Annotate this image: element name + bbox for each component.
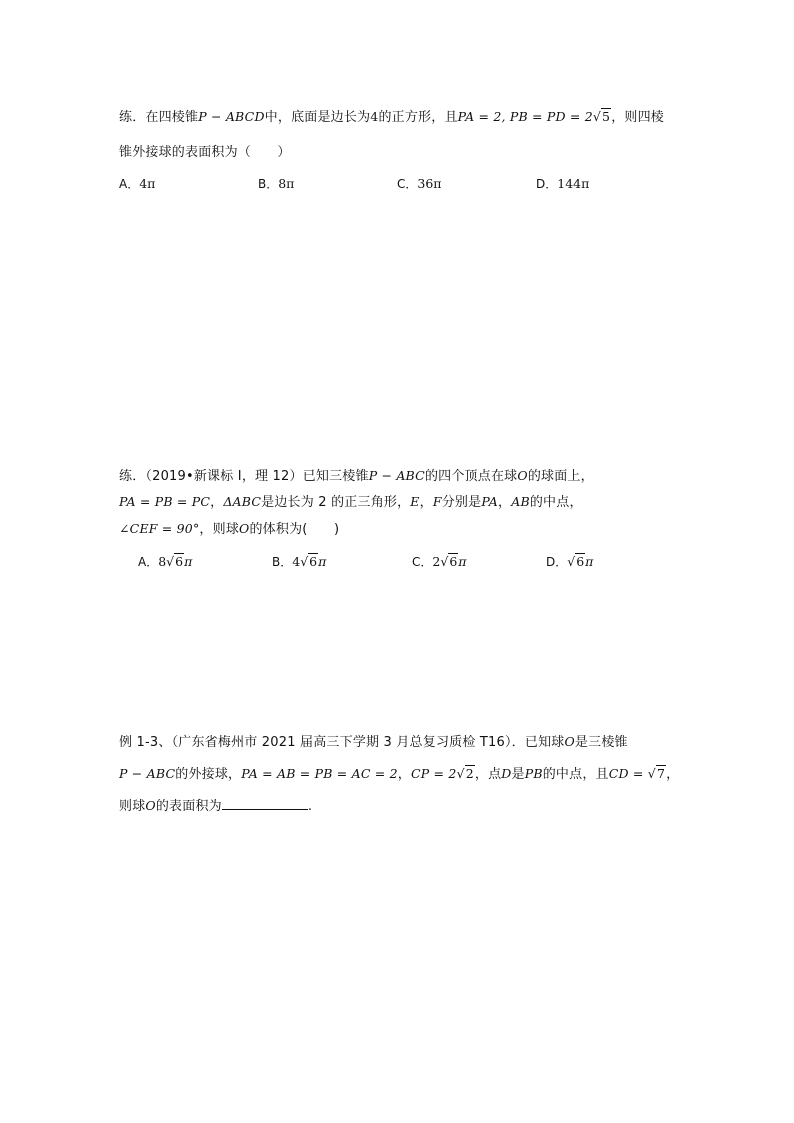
problem3-cd: CD = [608, 766, 648, 781]
problem1-text-mid2: 的正方形，且 [378, 110, 458, 125]
problem2-condition: PA = PB = PC [119, 494, 211, 509]
period: . [307, 799, 313, 814]
problem3-sphere-o: O [564, 734, 575, 749]
comma: ， [666, 767, 680, 782]
problem1-text-suffix: ，则四棱 [611, 110, 665, 125]
problem1-side-length: 4 [370, 109, 379, 124]
problem3-text: 则球 [119, 799, 146, 814]
comma: ， [419, 495, 433, 510]
problem2-choice-c[interactable]: C．2√6π [412, 554, 467, 569]
problem3-text: ，点 [474, 767, 502, 782]
problem3-line3 [119, 797, 312, 816]
problem2-line1 [119, 467, 594, 486]
problem3-text: 是 [511, 767, 525, 782]
problem1-choice-a[interactable]: A．4π [119, 176, 156, 191]
problem1-text-prefix: 练．在四棱锥 [119, 110, 199, 125]
problem1-choice-b[interactable]: B．8π [258, 176, 295, 191]
comma: ， [210, 495, 224, 510]
segment-pa: PA [481, 494, 499, 509]
problem2-pyramid: P − ABC [368, 468, 425, 483]
problem3-pyramid: P − ABC [119, 766, 176, 781]
point-f: F [432, 494, 442, 509]
problem1-condition: PA = 2, PB = PD = 2 [457, 109, 593, 124]
segment-ab: AB [511, 494, 530, 509]
problem1-question: 锥外接球的表面积为（ ） [119, 145, 291, 160]
problem2-choice-d[interactable]: D．√6π [546, 554, 594, 569]
problem3-text: 的中点，且 [542, 767, 609, 782]
problem2-text: ，则球 [199, 522, 240, 537]
problem1-line1 [119, 108, 664, 127]
problem2-text-suffix: 的球面上， [527, 469, 594, 484]
problem2-text: 的中点， [529, 495, 583, 510]
problem2-choice-a[interactable]: A．8√6π [138, 554, 193, 569]
problem2-angle: ∠CEF = 90° [119, 521, 200, 536]
segment-pb: PB [524, 766, 543, 781]
problem1-sqrt-value: 5 [602, 109, 611, 124]
problem3-cd-sqrt: √7 [647, 766, 666, 781]
point-d: D [501, 766, 512, 781]
problem2-line2 [119, 493, 583, 512]
comma: ， [498, 495, 512, 510]
problem3-text: 是三棱锥 [574, 735, 628, 750]
problem2-text: 是边长为 2 的正三角形， [261, 495, 411, 510]
problem2-question: 的体积为( ) [249, 522, 340, 537]
problem2-line3 [119, 520, 339, 539]
problem3-text: 的外接球， [175, 767, 242, 782]
problem2-text: 的四个顶点在球 [424, 469, 518, 484]
problem3-cp: CP = 2 [411, 766, 457, 781]
problem3-source: 例 1-3、（广东省梅州市 2021 届高三下学期 3 月总复习质检 T16）．已知球 [119, 735, 565, 750]
problem2-sphere-o: O [517, 468, 528, 483]
problem3-condition: PA = AB = PB = AC = 2 [241, 766, 398, 781]
problem2-choice-b[interactable]: B．4√6π [272, 554, 327, 569]
problem2-choices [138, 553, 698, 571]
problem1-sqrt: √5 [592, 109, 611, 124]
comma: ， [397, 767, 411, 782]
problem3-sphere-o: O [145, 798, 156, 813]
problem1-choice-d[interactable]: D．144π [536, 176, 590, 191]
problem2-text: 分别是 [441, 495, 482, 510]
problem1-text-mid: 中，底面是边长为 [264, 110, 371, 125]
problem2-source: 练．（2019•新课标 Ⅰ，理 12）已知三棱锥 [119, 469, 369, 484]
problem1-choices [119, 175, 679, 193]
problem1-pyramid: P − ABCD [198, 109, 265, 124]
problem1-line2 [119, 144, 291, 162]
problem3-line2 [119, 765, 679, 784]
problem2-sphere-o: O [239, 521, 250, 536]
problem1-choice-c[interactable]: C．36π [397, 176, 442, 191]
problem3-question: 的表面积为 [155, 799, 222, 814]
problem3-line1 [119, 733, 628, 752]
problem2-triangle: ΔABC [223, 494, 262, 509]
answer-blank[interactable] [222, 797, 308, 810]
point-e: E [410, 494, 420, 509]
problem3-cp-sqrt: √2 [456, 766, 474, 781]
